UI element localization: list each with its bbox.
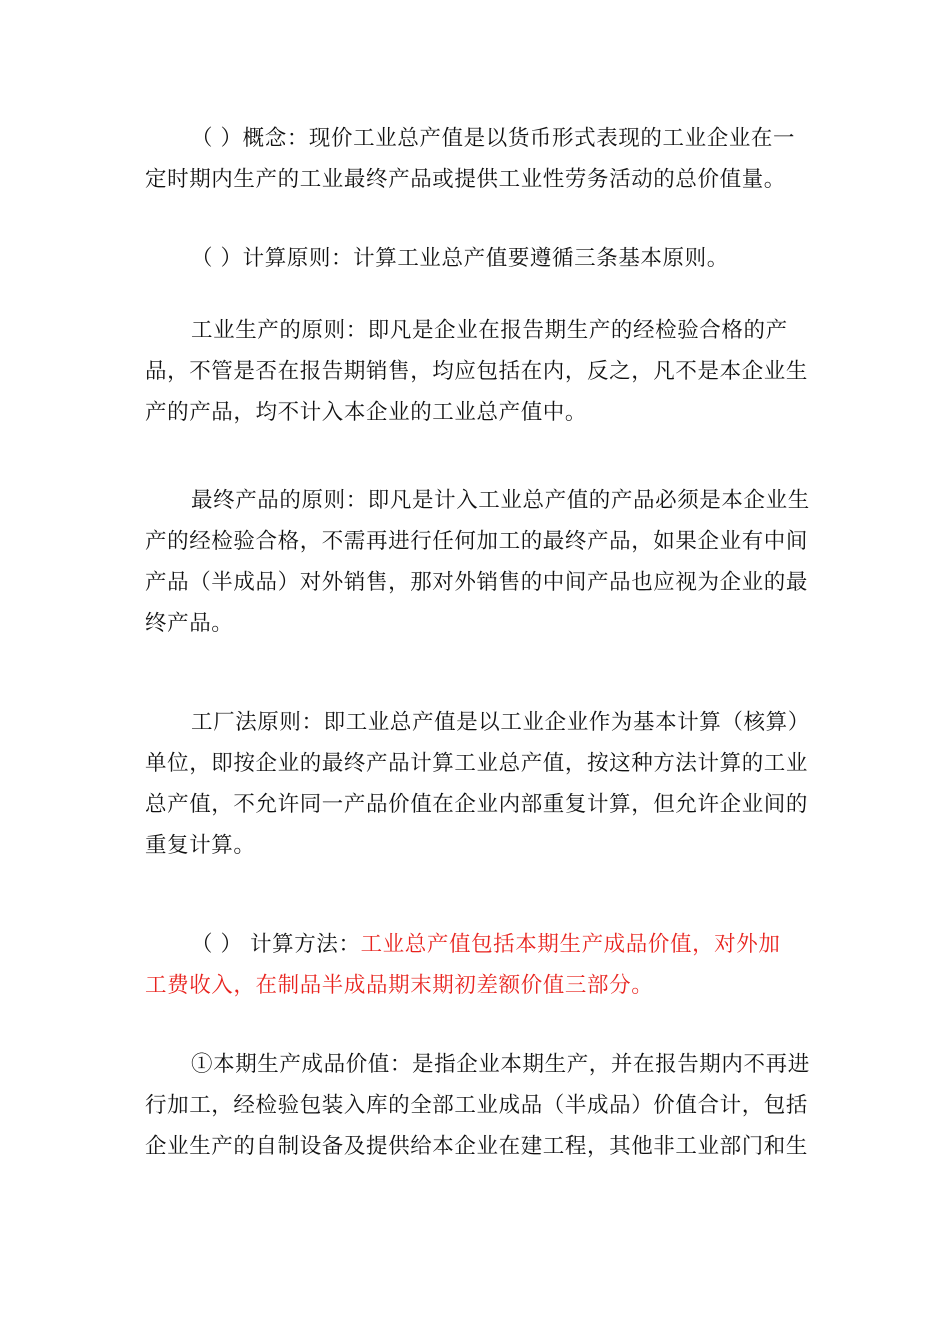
text-line: 单位，即按企业的最终产品计算工业总产值，按这种方法计算的工业 xyxy=(145,751,809,776)
text-line: 工业生产的原则：即凡是企业在报告期生产的经检验合格的产 xyxy=(191,318,788,343)
calc-method-highlight: 工业总产值包括本期生产成品价值，对外加 xyxy=(360,932,781,957)
paragraph-finished-product-value xyxy=(145,1044,810,1167)
text-line: 产品（半成品）对外销售，那对外销售的中间产品也应视为企业的最 xyxy=(145,570,809,595)
text-line: 最终产品的原则：即凡是计入工业总产值的产品必须是本企业生 xyxy=(191,488,810,513)
paragraph-final-product-principle xyxy=(145,480,810,644)
text-line: 产的经检验合格，不需再进行任何加工的最终产品，如果企业有中间 xyxy=(145,529,809,554)
paragraph-factory-method-principle xyxy=(145,702,810,866)
text-line: 终产品。 xyxy=(145,611,234,636)
paragraph-calc-principles xyxy=(145,238,810,279)
text-line: 总产值，不允许同一产品价值在企业内部重复计算，但允许企业间的 xyxy=(145,792,809,817)
calc-method-highlight-continued: 工费收入，在制品半成品期末期初差额价值三部分。 xyxy=(145,973,654,998)
paragraph-concept xyxy=(145,118,810,200)
text-line: 企业生产的自制设备及提供给本企业在建工程，其他非工业部门和生 xyxy=(145,1134,809,1159)
text-line: （ ）计算原则：计算工业总产值要遵循三条基本原则。 xyxy=(191,246,729,271)
text-line: （ ）概念：现价工业总产值是以货币形式表现的工业企业在一 xyxy=(191,126,796,151)
text-line: ①本期生产成品价值：是指企业本期生产，并在报告期内不再进 xyxy=(191,1052,810,1077)
paragraph-industrial-production-principle xyxy=(145,310,810,433)
calc-method-label: （ ） 计算方法： xyxy=(191,932,361,957)
text-line xyxy=(145,924,810,965)
text-line: 定时期内生产的工业最终产品或提供工业性劳务活动的总价值量。 xyxy=(145,167,786,192)
text-line: 重复计算。 xyxy=(145,833,256,858)
text-line: 行加工，经检验包装入库的全部工业成品（半成品）价值合计，包括 xyxy=(145,1093,809,1118)
text-line: 工厂法原则：即工业总产值是以工业企业作为基本计算（核算） xyxy=(191,710,810,735)
paragraph-calc-method xyxy=(145,924,810,1006)
text-line: 产的产品，均不计入本企业的工业总产值中。 xyxy=(145,400,588,425)
text-line: 品，不管是否在报告期销售，均应包括在内，反之，凡不是本企业生 xyxy=(145,359,809,384)
